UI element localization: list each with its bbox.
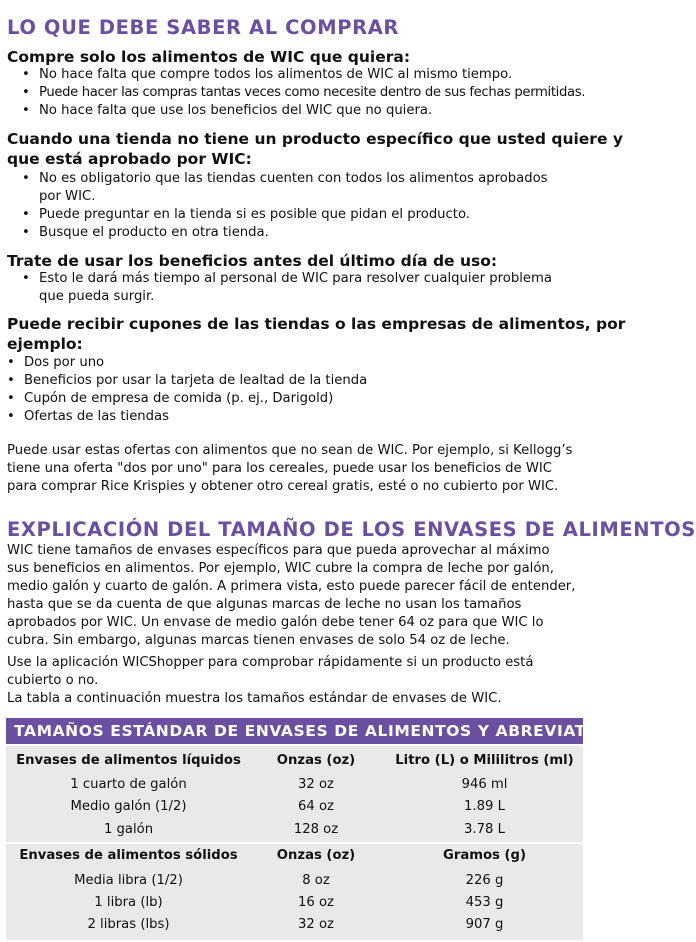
- table-cell: 32 oz: [298, 777, 334, 792]
- list-item-line: por WIC.: [39, 189, 96, 204]
- table-row: [6, 819, 583, 841]
- list-item: • No hace falta que use los beneficios del WIC que no quiera.: [22, 102, 585, 120]
- paragraph-line: Puede usar estas ofertas con alimentos que no sean de WIC. Por ejemplo, si Kellogg’s: [7, 443, 573, 458]
- table-row: [6, 892, 583, 914]
- table-cell: 907 g: [465, 917, 504, 932]
- table-cell: 32 oz: [298, 917, 334, 932]
- table-cell: 226 g: [465, 873, 504, 888]
- paragraph-line: tiene una oferta "dos por uno" para los cereales, puede usar los beneficios de WIC: [7, 461, 552, 476]
- table-cell: 16 oz: [298, 895, 334, 910]
- paragraph-line: sus beneficios en alimentos. Por ejemplo, WIC cubre la compra de leche por galón,: [7, 561, 554, 576]
- heading-use-before-last-day: Trate de usar los beneficios antes del último día de uso:: [7, 252, 498, 270]
- list-item: • Puede preguntar en la tienda si es posible que pidan el producto.: [22, 206, 548, 224]
- paragraph-line: Use la aplicación WICShopper para comprobar rápidamente si un producto está: [7, 655, 534, 670]
- col-header-solid: Envases de alimentos sólidos: [19, 848, 238, 863]
- list-item: • No hace falta que compre todos los alimentos de WIC al mismo tiempo.: [22, 66, 585, 84]
- list-store-missing-product: [22, 170, 548, 242]
- list-item-line: • No es obligatorio que las tiendas cuenten con todos los alimentos aprobados: [39, 171, 548, 186]
- heading-line: que está aprobado por WIC:: [7, 150, 252, 168]
- list-item: • Dos por uno: [7, 354, 367, 372]
- list-item-line: que pueda surgir.: [39, 289, 155, 304]
- list-use-before-last-day: [22, 270, 552, 306]
- table-liquid: [6, 746, 583, 842]
- col-header-ounces: Onzas (oz): [276, 753, 356, 768]
- paragraph-wicshopper: [7, 654, 585, 708]
- heading-store-missing-product: [7, 129, 623, 169]
- table-cell: 1 galón: [103, 822, 154, 837]
- table-cell: 1.89 L: [464, 799, 505, 814]
- list-item: • Cupón de empresa de comida (p. ej., Darigold): [7, 390, 367, 408]
- table-title: TAMAÑOS ESTÁNDAR DE ENVASES DE ALIMENTOS Y ABREVIATURAS: [6, 718, 583, 744]
- table-cell: Media libra (1/2): [74, 873, 183, 888]
- list-item: • Ofertas de las tiendas: [7, 408, 367, 426]
- table-solid: [6, 844, 583, 940]
- list-item: [22, 170, 548, 206]
- list-coupons: [7, 354, 367, 426]
- heading-line: Puede recibir cupones de las tiendas o las empresas de alimentos, por: [7, 315, 626, 333]
- section-title-container-sizes: EXPLICACIÓN DEL TAMAÑO DE LOS ENVASES DE ALIMENTOS: [7, 518, 696, 541]
- paragraph-line: WIC tiene tamaños de envases específicos para que pueda aprovechar al máximo: [7, 543, 550, 558]
- paragraph-offers: [7, 442, 585, 496]
- table-cell: 64 oz: [298, 799, 334, 814]
- table-header-row: [6, 845, 583, 867]
- table-cell: Medio galón (1/2): [70, 799, 187, 814]
- col-header-liquid: Envases de alimentos líquidos: [16, 753, 241, 768]
- heading-coupons: [7, 314, 626, 354]
- paragraph-line: cubierto o no.: [7, 673, 99, 688]
- paragraph-container-sizes: [7, 542, 585, 650]
- col-header-ounces: Onzas (oz): [276, 848, 356, 863]
- table-row: [6, 796, 583, 818]
- paragraph-line: La tabla a continuación muestra los tamaños estándar de envases de WIC.: [7, 691, 502, 706]
- list-choose-foods: [22, 66, 585, 120]
- table-row: [6, 870, 583, 892]
- paragraph-line: aprobados por WIC. Un envase de medio galón debe tener 64 oz para que WIC lo: [7, 615, 544, 630]
- paragraph-line: medio galón y cuarto de galón. A primera vista, esto puede parecer fácil de entender,: [7, 579, 576, 594]
- paragraph-line: hasta que se da cuenta de que algunas marcas de leche no usan los tamaños: [7, 597, 522, 612]
- heading-line: ejemplo:: [7, 335, 83, 353]
- table-cell: 1 cuarto de galón: [70, 777, 187, 792]
- table-row: [6, 914, 583, 936]
- table-cell: 1 libra (lb): [94, 895, 163, 910]
- paragraph-line: para comprar Rice Krispies y obtener otro cereal gratis, esté o no cubierto por WIC.: [7, 479, 559, 494]
- list-item: • Beneficios por usar la tarjeta de lealtad de la tienda: [7, 372, 367, 390]
- list-item: [22, 270, 552, 306]
- section-title-shopping: LO QUE DEBE SABER AL COMPRAR: [7, 16, 400, 39]
- table-row: [6, 774, 583, 796]
- table-cell: 3.78 L: [464, 822, 505, 837]
- list-item: • Puede hacer las compras tantas veces como necesite dentro de sus fechas permitidas.: [22, 84, 585, 102]
- col-header-grams: Gramos (g): [443, 848, 526, 863]
- table-cell: 946 ml: [461, 777, 508, 792]
- col-header-liters: Litro (L) o Mililitros (ml): [395, 753, 574, 768]
- heading-line: Cuando una tienda no tiene un producto específico que usted quiere y: [7, 130, 623, 148]
- table-cell: 453 g: [465, 895, 504, 910]
- list-item: • Busque el producto en otra tienda.: [22, 224, 548, 242]
- table-cell: 2 libras (lbs): [87, 917, 170, 932]
- heading-choose-foods: Compre solo los alimentos de WIC que quiera:: [7, 48, 411, 66]
- table-cell: 8 oz: [302, 873, 330, 888]
- paragraph-line: cubra. Sin embargo, algunas marcas tienen envases de solo 54 oz de leche.: [7, 633, 510, 648]
- table-header-row: [6, 750, 583, 772]
- table-cell: 128 oz: [293, 822, 339, 837]
- list-item-line: • Esto le dará más tiempo al personal de WIC para resolver cualquier problema: [39, 271, 552, 286]
